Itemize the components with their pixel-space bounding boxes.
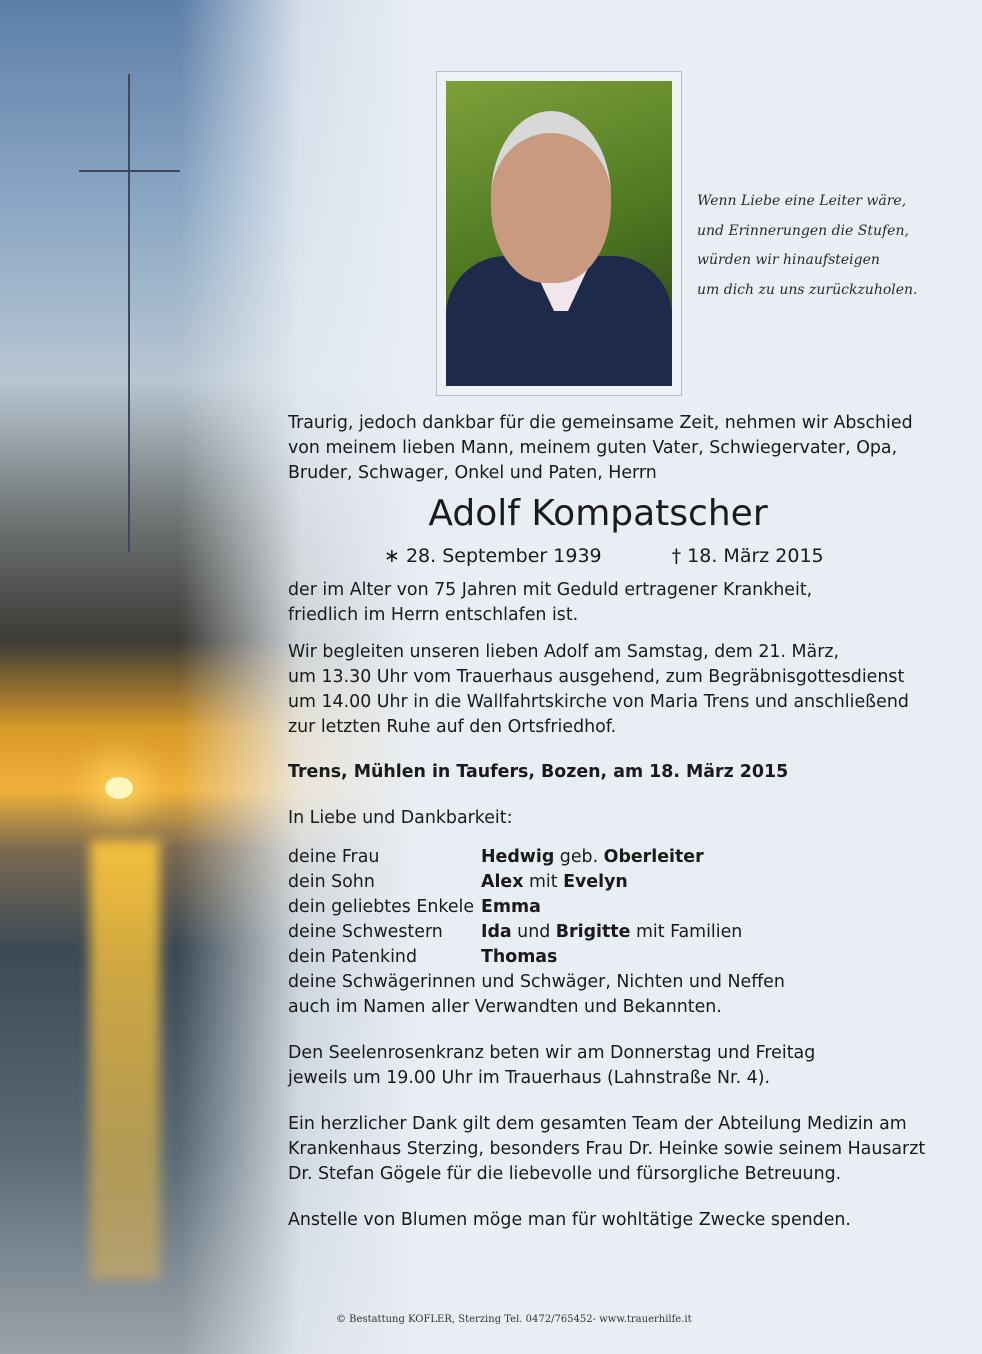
family-names — [481, 945, 742, 970]
line: auch im Namen aller Verwandten und Bekannten. — [288, 997, 722, 1017]
line: Krankenhaus Sterzing, besonders Frau Dr. Heinke sowie seinem Hausarzt — [288, 1139, 926, 1159]
family-name-part: Hedwig — [481, 847, 555, 867]
line: von meinem lieben Mann, meinem guten Vater, Schwiegervater, Opa, — [288, 438, 898, 458]
family-relation: dein Sohn — [288, 872, 375, 892]
family-name-part: Evelyn — [563, 872, 628, 892]
family-relation: deine Frau — [288, 847, 380, 867]
family-name-part: Ida — [481, 922, 512, 942]
line: Ein herzlicher Dank gilt dem gesamten Team der Abteilung Medizin am — [288, 1114, 907, 1134]
line: deine Schwägerinnen und Schwäger, Nichten und Neffen — [288, 972, 785, 992]
family-list — [288, 845, 742, 970]
line: Bruder, Schwager, Onkel und Paten, Herrn — [288, 463, 657, 483]
para1 — [288, 578, 948, 628]
portrait-frame — [436, 71, 682, 396]
family-name-part: Thomas — [481, 947, 558, 967]
family-name-part: mit Familien — [630, 922, 743, 942]
cross-icon — [128, 74, 130, 552]
family-name-part: geb. — [554, 847, 604, 867]
line: jeweils um 19.00 Uhr im Trauerhaus (Lahnstraße Nr. 4). — [288, 1068, 771, 1088]
family-name-part: mit — [523, 872, 564, 892]
family-relation: deine Schwestern — [288, 922, 443, 942]
line: um 14.00 Uhr in die Wallfahrtskirche von Maria Trens und anschließend — [288, 692, 909, 712]
family-names — [481, 895, 742, 920]
birth-date: ∗ 28. September 1939 — [384, 545, 602, 567]
family-name-part: Emma — [481, 897, 541, 917]
family-row — [288, 895, 742, 920]
love-line: In Liebe und Dankbarkeit: — [288, 808, 513, 828]
line: zur letzten Ruhe auf den Ortsfriedhof. — [288, 717, 617, 737]
thanks — [288, 1112, 948, 1187]
portrait-photo — [446, 81, 672, 386]
line: Wir begleiten unseren lieben Adolf am Samstag, dem 21. März, — [288, 642, 840, 662]
family-row — [288, 945, 742, 970]
place-date: Trens, Mühlen in Taufers, Bozen, am 18. März 2015 — [288, 762, 789, 782]
family-relation: dein Patenkind — [288, 947, 417, 967]
family-row — [288, 920, 742, 945]
line: Den Seelenrosenkranz beten wir am Donnerstag und Freitag — [288, 1043, 816, 1063]
deceased-name: Adolf Kompatscher — [428, 493, 768, 534]
quote-line: Wenn Liebe eine Leiter wäre, — [697, 193, 907, 209]
family-name-part: Brigitte — [555, 922, 631, 942]
obituary-text — [288, 411, 948, 1233]
sun — [105, 777, 133, 799]
cross-icon-bar — [79, 170, 180, 172]
family-row — [288, 845, 742, 870]
family-name-part: Alex — [481, 872, 524, 892]
quote — [697, 187, 918, 305]
line: Traurig, jedoch dankbar für die gemeinsame Zeit, nehmen wir Abschied — [288, 413, 913, 433]
death-date: † 18. März 2015 — [671, 545, 824, 567]
line: der im Alter von 75 Jahren mit Geduld ertragener Krankheit, — [288, 580, 813, 600]
funeral-info — [288, 640, 948, 740]
family-name-part: und — [511, 922, 556, 942]
family-relation: dein geliebtes Enkele — [288, 897, 475, 917]
family-names — [481, 845, 742, 870]
footer-credit: © Bestattung KOFLER, Sterzing Tel. 0472/765452- www.trauerhilfe.it — [336, 1314, 692, 1325]
line: um 13.30 Uhr vom Trauerhaus ausgehend, zum Begräbnisgottesdienst — [288, 667, 905, 687]
line: Dr. Stefan Gögele für die liebevolle und fürsorgliche Betreuung. — [288, 1164, 842, 1184]
donation-note: Anstelle von Blumen möge man für wohltätige Zwecke spenden. — [288, 1210, 851, 1230]
dates — [384, 542, 948, 570]
rosary-info — [288, 1041, 948, 1091]
family-names — [481, 920, 742, 945]
family-names — [481, 870, 742, 895]
family-row — [288, 870, 742, 895]
line: friedlich im Herrn entschlafen ist. — [288, 605, 579, 625]
quote-line: und Erinnerungen die Stufen, — [697, 222, 909, 239]
intro — [288, 411, 948, 486]
sun-reflection — [90, 840, 160, 1280]
quote-line: um dich zu uns zurückzuholen. — [697, 281, 918, 298]
quote-line: würden wir hinaufsteigen — [697, 252, 880, 268]
family-tail — [288, 970, 948, 1020]
family-name-part: Oberleiter — [603, 847, 704, 867]
